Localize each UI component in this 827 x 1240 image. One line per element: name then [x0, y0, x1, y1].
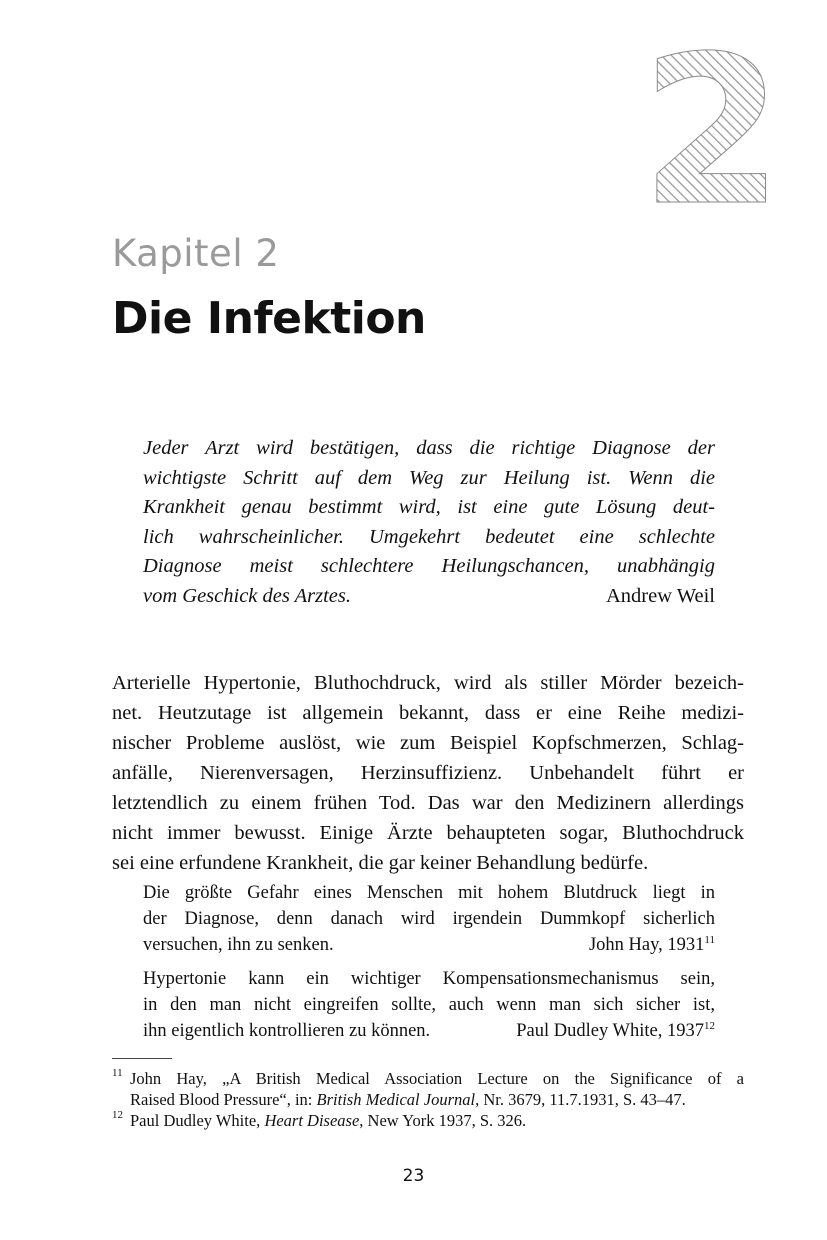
footnote-text: Raised Blood Pressure“, in: — [130, 1090, 317, 1109]
footnotes — [112, 1068, 744, 1131]
body-line: anfälle, Nierenversagen, Herzinsuffizienz. Unbehandelt führt er — [112, 762, 744, 784]
footnote-line — [130, 1110, 744, 1131]
footnote-text: Paul Dudley White, — [130, 1111, 265, 1130]
epigraph-last-line — [143, 582, 715, 612]
footnote-text: , New York 1937, S. 326. — [359, 1111, 527, 1130]
quote-author — [589, 932, 715, 958]
body-line: sei eine erfundene Krankheit, die gar keiner Behandlung bedürfe. — [112, 852, 649, 874]
quote-line: der Diagnose, denn danach wird irgendein Dummkopf sicherlich — [143, 909, 715, 929]
epigraph-line: lich wahrscheinlicher. Umgekehrt bedeutet eine schlechte — [143, 525, 715, 548]
quote-line: versuchen, ihn zu senken. — [143, 935, 334, 955]
footnote-12 — [112, 1110, 744, 1131]
footnote-number: 12 — [112, 1109, 123, 1121]
epigraph-line: wichtigste Schritt auf dem Weg zur Heilung ist. Wenn die — [143, 466, 715, 489]
epigraph-line: Jeder Arzt wird bestätigen, dass die richtige Diagnose der — [143, 437, 715, 459]
epigraph-author: Andrew Weil — [606, 584, 715, 607]
quote-line: Hypertonie kann ein wichtiger Kompensationsmechanismus sein, — [143, 969, 715, 989]
quote-line: in den man nicht eingreifen sollte, auch wenn man sich sicher ist, — [143, 995, 715, 1015]
quote-author-name: Paul Dudley White, 1937 — [516, 1021, 704, 1041]
footnote-number: 11 — [112, 1067, 123, 1079]
chapter-numeral-graphic — [640, 13, 784, 251]
footnote-book-title: Heart Disease — [264, 1111, 360, 1130]
quote-author-name: John Hay, 1931 — [588, 935, 705, 955]
quote-last-line — [143, 1018, 715, 1044]
quote-author — [516, 1018, 715, 1044]
epigraph-line: Diagnose meist schlechtere Heilungschancen, unabhängig — [143, 555, 715, 577]
page-number: 23 — [402, 1166, 425, 1186]
chapter-label: Kapitel 2 — [112, 232, 280, 275]
body-line: Arterielle Hypertonie, Bluthochdruck, wird als stiller Mörder bezeich- — [112, 672, 744, 694]
footnote-reference[interactable]: 12 — [704, 1019, 715, 1032]
body-line: nischer Probleme auslöst, wie zum Beispiel Kopfschmerzen, Schlag- — [112, 732, 744, 754]
quote-last-line — [143, 932, 715, 958]
epigraph-line: vom Geschick des Arztes. — [143, 584, 351, 607]
body-line: net. Heutzutage ist allgemein bekannt, dass er eine Reihe medizi- — [112, 702, 744, 724]
body-line: letztendlich zu einem frühen Tod. Das war den Medizinern allerdings — [112, 792, 744, 814]
block-quote — [143, 880, 715, 958]
body-line: nicht immer bewusst. Einige Ärzte behaupteten sogar, Bluthochdruck — [112, 822, 744, 844]
quote-line: ihn eigentlich kontrollieren zu können. — [143, 1021, 431, 1041]
chapter-title: Die Infektion — [112, 293, 426, 344]
epigraph — [143, 434, 715, 611]
quote-line: Die größte Gefahr eines Menschen mit hohem Blutdruck liegt in — [143, 883, 715, 903]
footnote-line — [130, 1089, 744, 1110]
footnote-reference[interactable]: 11 — [704, 933, 715, 946]
body-paragraph — [112, 668, 744, 878]
footnote-line: John Hay, „A British Medical Association Lecture on the Significance of a — [130, 1069, 744, 1088]
footnote-journal: British Medical Journal — [316, 1090, 476, 1109]
epigraph-line: Krankheit genau bestimmt wird, ist eine gute Lösung deut- — [143, 496, 715, 518]
footnote-11 — [112, 1068, 744, 1110]
footnote-divider — [112, 1058, 172, 1059]
chapter-numeral-text: 2 — [640, 13, 784, 251]
footnote-text: , Nr. 3679, 11.7.1931, S. 43–47. — [475, 1090, 686, 1109]
block-quote — [143, 966, 715, 1044]
